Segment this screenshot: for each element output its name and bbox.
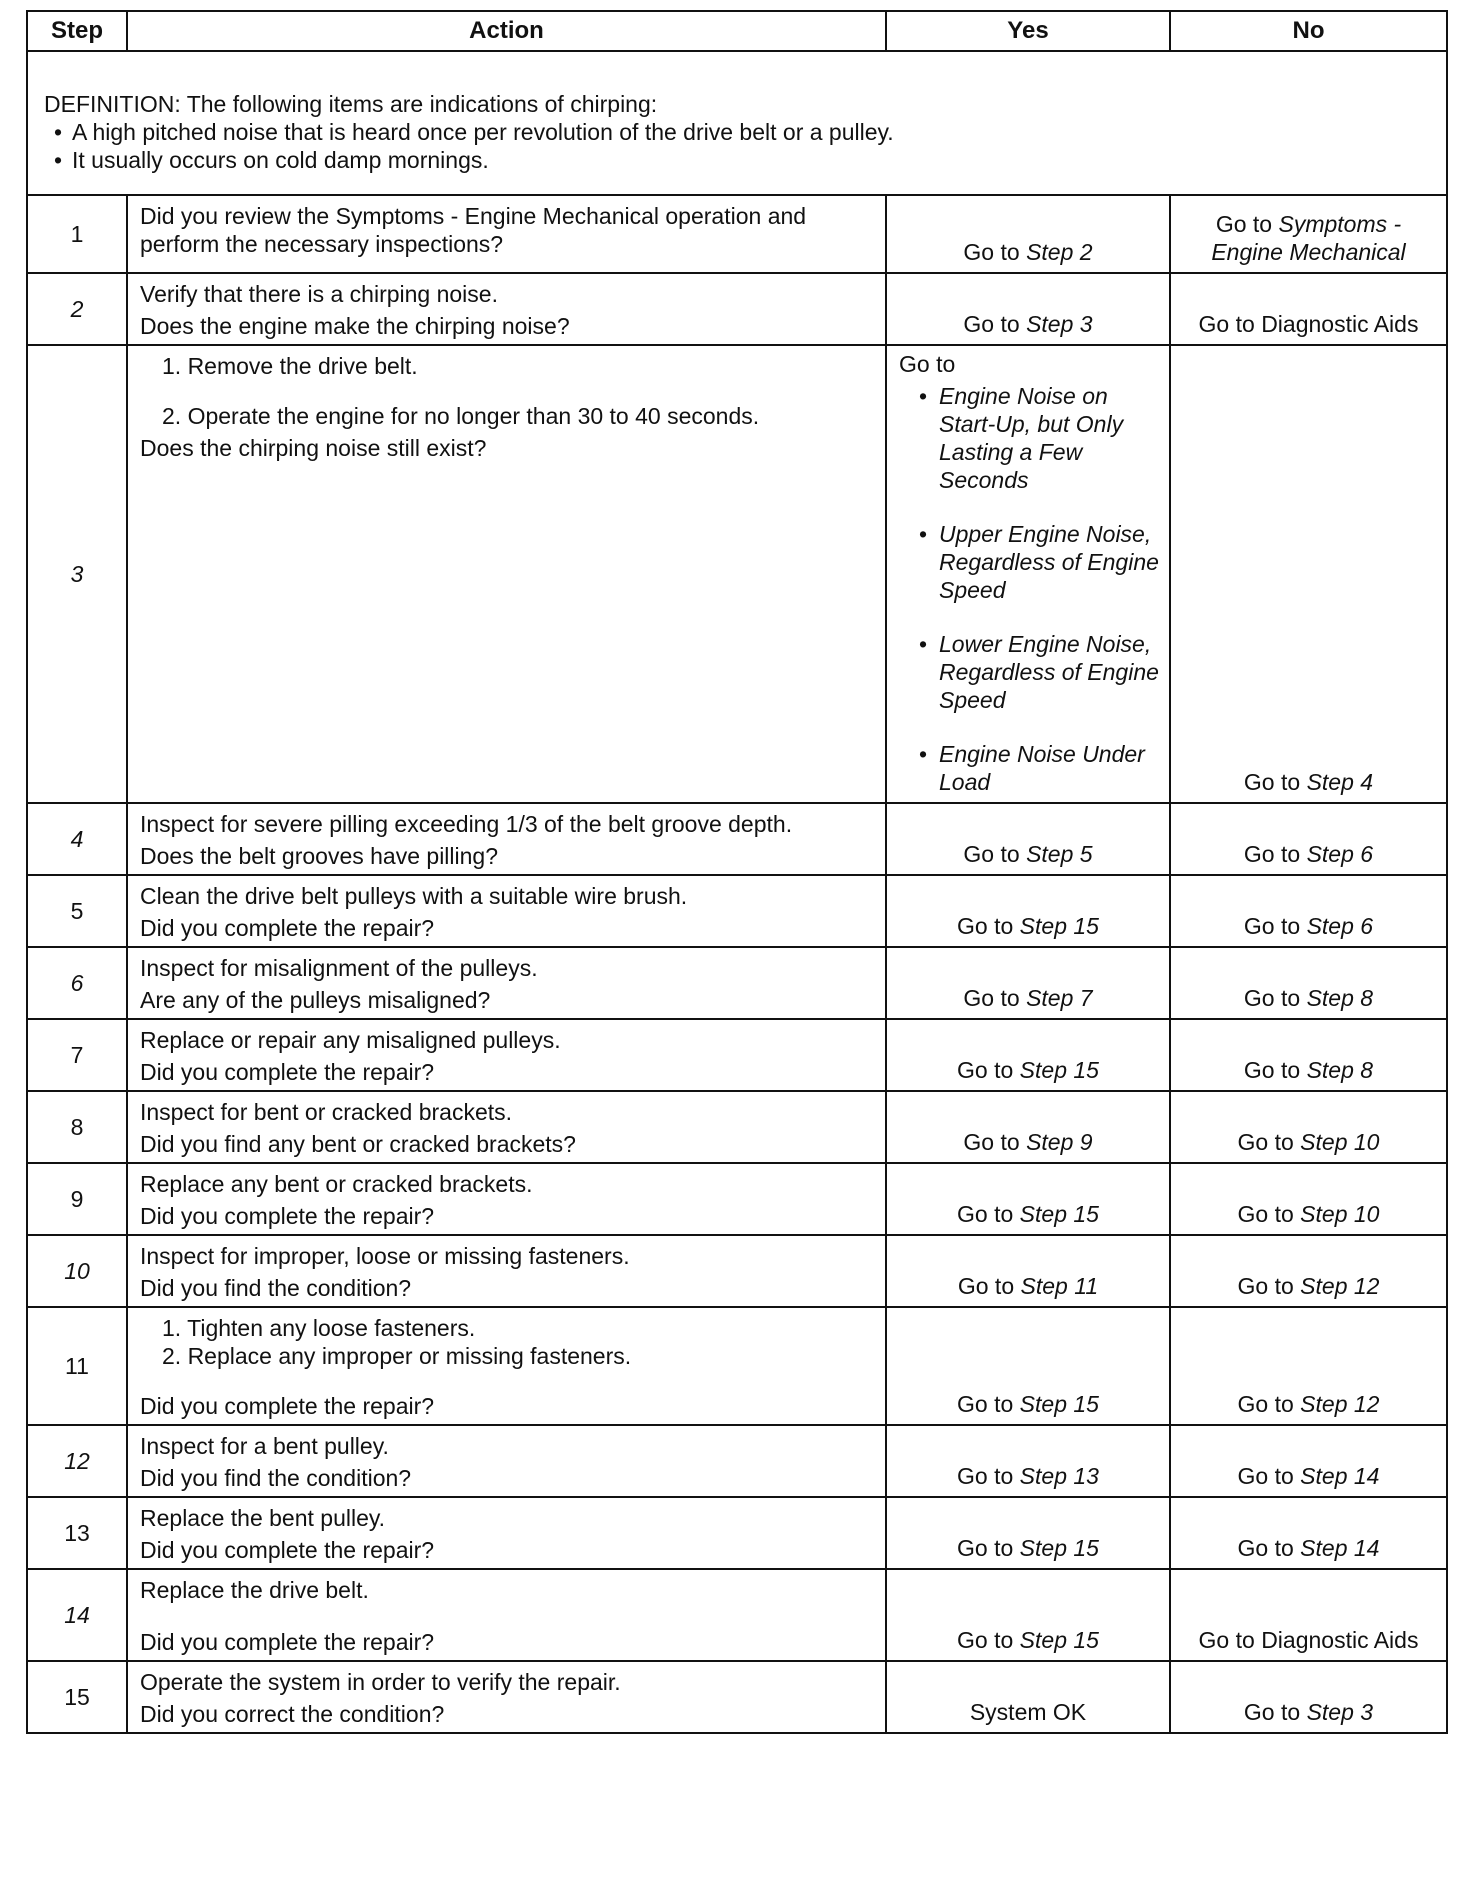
action-cell: [127, 803, 886, 875]
definition-list: [44, 118, 1430, 174]
step-number-cell: 15: [27, 1661, 127, 1733]
step-reference: [1020, 1201, 1099, 1227]
go-to-label: Go to: [1243, 841, 1301, 867]
action-text: Inspect for misalignment of the pulleys.: [140, 955, 538, 981]
step-reference: [1307, 913, 1374, 939]
action-text: Inspect for severe pilling exceeding 1/3 of the belt groove depth.: [140, 811, 793, 837]
step-reference: [1300, 1535, 1379, 1561]
step-word: Step: [1306, 1699, 1354, 1725]
step-number-cell: 13: [27, 1497, 127, 1569]
step-word: Step: [1019, 1535, 1067, 1561]
action-text: Replace the bent pulley.: [140, 1505, 386, 1531]
action-text: Operate the system in order to verify the repair.: [140, 1669, 621, 1695]
step-reference: [1300, 1201, 1379, 1227]
step-number: 15: [1073, 1391, 1099, 1417]
go-to-step-link[interactable]: [957, 1057, 1099, 1083]
step-row-4: [27, 803, 1447, 875]
action-list-item: 2. Replace any improper or missing fasteners.: [162, 1343, 632, 1369]
go-to-label: Go to: [1237, 1201, 1294, 1227]
step-number: 15: [1073, 1201, 1099, 1227]
step-reference: [1307, 841, 1374, 867]
step-number: 3: [1360, 1699, 1374, 1725]
action-text: Verify that there is a chirping noise.: [140, 281, 498, 307]
action-question: Did you complete the repair?: [140, 1203, 435, 1229]
step-word: Step: [1306, 769, 1354, 795]
no-cell: [1170, 803, 1447, 875]
step-number: 2: [1079, 239, 1093, 265]
diagnostic-table: [26, 10, 1448, 1734]
step-word: Step: [1026, 311, 1074, 337]
go-to-label: Go to: [957, 1201, 1014, 1227]
go-to-label: Go to: [1243, 985, 1301, 1011]
action-text: Inspect for bent or cracked brackets.: [140, 1099, 513, 1125]
action-text: Clean the drive belt pulleys with a suitable wire brush.: [140, 883, 688, 909]
step-number-cell: 1: [27, 195, 127, 273]
action-text: Inspect for improper, loose or missing fasteners.: [140, 1243, 630, 1269]
step-number-cell: 4: [27, 803, 127, 875]
action-cell: [127, 195, 886, 273]
step-reference: [1307, 1057, 1374, 1083]
go-to-label: Go to: [957, 1273, 1015, 1299]
no-cell: [1170, 345, 1447, 803]
step-number: 14: [1353, 1535, 1380, 1561]
yes-links-list: [895, 382, 1161, 796]
step-number: 14: [1353, 1463, 1380, 1489]
step-reference: [1307, 985, 1374, 1011]
step-word: Step: [1019, 1463, 1067, 1489]
step-reference: [1026, 841, 1093, 867]
step-word: Step: [1306, 1057, 1354, 1083]
step-word: Step: [1300, 1201, 1348, 1227]
go-to-step-link[interactable]: [1244, 913, 1373, 939]
go-to-step-link[interactable]: [963, 985, 1092, 1011]
step-reference: [1307, 1699, 1374, 1725]
definition-bullet: • A high pitched noise that is heard once per revolution of the drive belt or a pulley.: [44, 118, 1430, 146]
action-question: Did you complete the repair?: [140, 915, 435, 941]
action-list-item: 1. Tighten any loose fasteners.: [162, 1315, 476, 1341]
action-text: Replace or repair any misaligned pulleys.: [140, 1027, 561, 1053]
step-number: 7: [1079, 985, 1093, 1011]
yes-go-to-heading: Go to: [899, 351, 956, 377]
step-row-14: [27, 1569, 1447, 1661]
yes-cell: [886, 1497, 1170, 1569]
step-number: 13: [1073, 1463, 1099, 1489]
go-to-label: Go to: [1243, 1699, 1301, 1725]
go-to-step-link[interactable]: [1244, 985, 1373, 1011]
step-word: Step: [1026, 985, 1074, 1011]
definition-cell: [27, 51, 1447, 195]
step-word: Step: [1019, 913, 1067, 939]
step-number: 8: [1360, 985, 1374, 1011]
action-list-item: 2. Operate the engine for no longer than 30 to 40 seconds.: [162, 403, 760, 429]
step-row-10: [27, 1235, 1447, 1307]
go-to-label: Go to: [963, 841, 1020, 867]
no-cell: [1170, 947, 1447, 1019]
action-question: Did you find the condition?: [140, 1465, 412, 1491]
action-text: Replace any bent or cracked brackets.: [140, 1171, 533, 1197]
go-to-label: Go to: [963, 985, 1020, 1011]
step-row-2: [27, 273, 1447, 345]
step-word: Step: [1306, 985, 1354, 1011]
go-to-step-link[interactable]: [957, 913, 1099, 939]
step-reference: [1026, 311, 1093, 337]
action-text: Inspect for a bent pulley.: [140, 1433, 389, 1459]
go-to-step-link[interactable]: [957, 1627, 1099, 1653]
yes-cell: [886, 1569, 1170, 1661]
step-word: Step: [1019, 1627, 1067, 1653]
action-cell: [127, 1163, 886, 1235]
step-number: 5: [1079, 841, 1093, 867]
step-word: Step: [1300, 1273, 1348, 1299]
header-step: Step: [27, 11, 127, 51]
step-row-9: [27, 1163, 1447, 1235]
action-cell: [127, 1091, 886, 1163]
step-row-8: [27, 1091, 1447, 1163]
action-question: Does the chirping noise still exist?: [140, 435, 487, 461]
step-number-cell: 7: [27, 1019, 127, 1091]
go-to-step-link[interactable]: [963, 1129, 1092, 1155]
step-reference: [1300, 1273, 1379, 1299]
symptom-link[interactable]: • Engine Noise Under Load: [895, 740, 1161, 796]
action-question: Did you complete the repair?: [140, 1059, 435, 1085]
go-to-step-link[interactable]: [1238, 1273, 1380, 1299]
action-question: Did you find any bent or cracked brackets?: [140, 1131, 576, 1157]
header-row: [27, 11, 1447, 51]
step-word: Step: [1300, 1535, 1348, 1561]
step-number: 15: [1073, 1057, 1099, 1083]
step-number-cell: 2: [27, 273, 127, 345]
yes-cell: [886, 875, 1170, 947]
yes-cell: [886, 195, 1170, 273]
action-question: Did you complete the repair?: [140, 1393, 435, 1419]
go-to-label: Go to: [957, 1535, 1014, 1561]
step-number: 6: [1360, 841, 1374, 867]
go-to-step-link[interactable]: [963, 239, 1092, 265]
no-cell: [1170, 1163, 1447, 1235]
yes-cell: [886, 1235, 1170, 1307]
step-number-cell: 14: [27, 1569, 127, 1661]
header-no: No: [1170, 11, 1447, 51]
step-number-cell: 3: [27, 345, 127, 803]
step-row-7: [27, 1019, 1447, 1091]
yes-cell: [886, 803, 1170, 875]
step-reference: [1300, 1129, 1379, 1155]
go-to-label: Go to: [957, 1627, 1014, 1653]
action-text: Replace the drive belt.: [140, 1577, 369, 1603]
go-to-label: Go to: [1243, 769, 1301, 795]
step-row-15: [27, 1661, 1447, 1733]
action-cell: [127, 875, 886, 947]
go-to-label: Go to: [957, 913, 1014, 939]
go-to-step-link[interactable]: [957, 1391, 1099, 1417]
step-row-12: [27, 1425, 1447, 1497]
yes-cell: [886, 1307, 1170, 1425]
step-number-cell: 8: [27, 1091, 127, 1163]
step-reference: [1300, 1463, 1379, 1489]
step-row-3: [27, 345, 1447, 803]
step-reference: [1020, 913, 1099, 939]
step-number: 10: [1353, 1129, 1380, 1155]
step-row-13: [27, 1497, 1447, 1569]
yes-cell: [886, 1661, 1170, 1733]
go-to-step-link[interactable]: [963, 841, 1092, 867]
step-reference: [1021, 1273, 1099, 1299]
no-cell: [1170, 1661, 1447, 1733]
step-number-cell: 6: [27, 947, 127, 1019]
step-word: Step: [1306, 841, 1354, 867]
step-number-cell: 10: [27, 1235, 127, 1307]
go-to-step-link[interactable]: [1244, 1057, 1373, 1083]
action-question: Did you correct the condition?: [140, 1701, 445, 1727]
action-cell: [127, 1569, 886, 1661]
step-reference: [1020, 1057, 1099, 1083]
step-row-6: [27, 947, 1447, 1019]
yes-cell: [886, 1019, 1170, 1091]
definition-row: [27, 51, 1447, 195]
action-question: Did you complete the repair?: [140, 1629, 435, 1655]
step-reference: [1026, 1129, 1093, 1155]
no-cell: [1170, 1569, 1447, 1661]
yes-result: System OK: [969, 1699, 1087, 1725]
definition-bullet: • It usually occurs on cold damp mornings.: [44, 146, 1430, 174]
step-reference: [1307, 769, 1374, 795]
yes-cell: [886, 1163, 1170, 1235]
step-reference: [1020, 1627, 1099, 1653]
step-number: 9: [1079, 1129, 1093, 1155]
step-word: Step: [1026, 841, 1074, 867]
go-to-step-link[interactable]: [1238, 1463, 1380, 1489]
no-cell: [1170, 273, 1447, 345]
no-cell: [1170, 1019, 1447, 1091]
step-word: Step: [1026, 239, 1074, 265]
go-to-label: Go to: [957, 1057, 1014, 1083]
action-question: Does the belt grooves have pilling?: [140, 843, 499, 869]
go-to-step-link[interactable]: [1244, 841, 1373, 867]
symptoms-reference: Symptoms - Engine Mechanical: [1211, 211, 1406, 265]
symptoms-engine-mechanical-link[interactable]: [1211, 211, 1405, 265]
go-to-label: Go to: [963, 311, 1020, 337]
go-to-step-link[interactable]: [1238, 1201, 1380, 1227]
step-number: 10: [1353, 1201, 1380, 1227]
step-word: Step: [1026, 1129, 1074, 1155]
header-action: Action: [127, 11, 886, 51]
step-number: 11: [1074, 1273, 1099, 1299]
action-cell: [127, 1307, 886, 1425]
step-number: 3: [1079, 311, 1093, 337]
go-to-step-link[interactable]: [1238, 1391, 1380, 1417]
go-to-label: Go to: [1237, 1391, 1294, 1417]
step-number: 15: [1073, 1627, 1099, 1653]
go-to-label: Go to: [1215, 211, 1273, 237]
step-word: Step: [1019, 1201, 1067, 1227]
yes-cell: [886, 1091, 1170, 1163]
step-number: 15: [1073, 1535, 1099, 1561]
go-to-step-link[interactable]: [1244, 769, 1373, 795]
go-to-step-link[interactable]: [958, 1273, 1098, 1299]
symptom-link[interactable]: • Lower Engine Noise, Regardless of Engine Speed: [895, 630, 1161, 714]
header-yes: Yes: [886, 11, 1170, 51]
no-cell: [1170, 195, 1447, 273]
step-number-cell: 12: [27, 1425, 127, 1497]
go-to-label: Go to: [1243, 913, 1301, 939]
no-cell: [1170, 875, 1447, 947]
step-number-cell: 5: [27, 875, 127, 947]
step-word: Step: [1300, 1129, 1348, 1155]
go-to-label: Go to: [1237, 1463, 1294, 1489]
action-cell: [127, 1235, 886, 1307]
action-question: Did you find the condition?: [140, 1275, 412, 1301]
step-reference: [1026, 239, 1093, 265]
go-to-label: Go to: [957, 1391, 1014, 1417]
yes-cell: [886, 273, 1170, 345]
go-to-label: Go to: [963, 239, 1020, 265]
action-cell: [127, 1425, 886, 1497]
action-question: Does the engine make the chirping noise?: [140, 313, 570, 339]
action-cell: [127, 345, 886, 803]
symptom-link[interactable]: • Upper Engine Noise, Regardless of Engine Speed: [895, 520, 1161, 604]
yes-cell: [886, 1425, 1170, 1497]
action-question: Did you complete the repair?: [140, 1537, 435, 1563]
step-reference: [1020, 1463, 1099, 1489]
go-to-label: Go to: [963, 1129, 1020, 1155]
step-number: 12: [1353, 1273, 1380, 1299]
step-reference: [1026, 985, 1093, 1011]
step-row-11: [27, 1307, 1447, 1425]
go-to-step-link[interactable]: [957, 1463, 1099, 1489]
action-question: Are any of the pulleys misaligned?: [140, 987, 491, 1013]
step-number-cell: 9: [27, 1163, 127, 1235]
action-cell: [127, 947, 886, 1019]
step-number: 15: [1073, 913, 1099, 939]
step-row-5: [27, 875, 1447, 947]
go-to-label: Go to: [1237, 1535, 1294, 1561]
go-to-label: Go to: [1243, 1057, 1301, 1083]
action-list-item: 1. Remove the drive belt.: [162, 353, 418, 379]
go-to-step-link[interactable]: [957, 1201, 1099, 1227]
step-reference: [1020, 1391, 1099, 1417]
step-number: 12: [1353, 1391, 1380, 1417]
diagnostic-aids-link[interactable]: Go to Diagnostic Aids: [1198, 1627, 1419, 1653]
step-number: 8: [1360, 1057, 1374, 1083]
action-numbered-list: [140, 1314, 873, 1370]
definition-title: DEFINITION: The following items are indications of chirping:: [44, 91, 658, 117]
step-number: 6: [1360, 913, 1374, 939]
diagnostic-aids-link[interactable]: Go to Diagnostic Aids: [1198, 311, 1419, 337]
go-to-step-link[interactable]: [1244, 1699, 1373, 1725]
go-to-step-link[interactable]: [957, 1535, 1099, 1561]
go-to-step-link[interactable]: [1238, 1535, 1380, 1561]
go-to-step-link[interactable]: [963, 311, 1092, 337]
step-word: Step: [1300, 1391, 1348, 1417]
no-cell: [1170, 1307, 1447, 1425]
step-word: Step: [1300, 1463, 1348, 1489]
step-reference: [1020, 1535, 1099, 1561]
step-number: 4: [1360, 769, 1374, 795]
step-reference: [1300, 1391, 1379, 1417]
action-cell: [127, 1497, 886, 1569]
no-cell: [1170, 1235, 1447, 1307]
go-to-step-link[interactable]: [1238, 1129, 1380, 1155]
action-cell: [127, 1661, 886, 1733]
step-word: Step: [1306, 913, 1354, 939]
yes-cell: [886, 947, 1170, 1019]
go-to-label: Go to: [1237, 1129, 1294, 1155]
action-cell: [127, 1019, 886, 1091]
go-to-label: Go to: [957, 1463, 1014, 1489]
no-cell: [1170, 1497, 1447, 1569]
symptom-link[interactable]: • Engine Noise on Start-Up, but Only Lasting a Few Seconds: [895, 382, 1161, 494]
action-numbered-list: [140, 352, 873, 430]
step-word: Step: [1019, 1057, 1067, 1083]
step-word: Step: [1020, 1273, 1068, 1299]
go-to-label: Go to: [1237, 1273, 1294, 1299]
yes-cell: [886, 345, 1170, 803]
no-cell: [1170, 1091, 1447, 1163]
step-number-cell: 11: [27, 1307, 127, 1425]
step-word: Step: [1019, 1391, 1067, 1417]
no-cell: [1170, 1425, 1447, 1497]
action-text: Did you review the Symptoms - Engine Mechanical operation and perform the necessary inspections?: [140, 203, 807, 257]
action-cell: [127, 273, 886, 345]
step-row-1: [27, 195, 1447, 273]
